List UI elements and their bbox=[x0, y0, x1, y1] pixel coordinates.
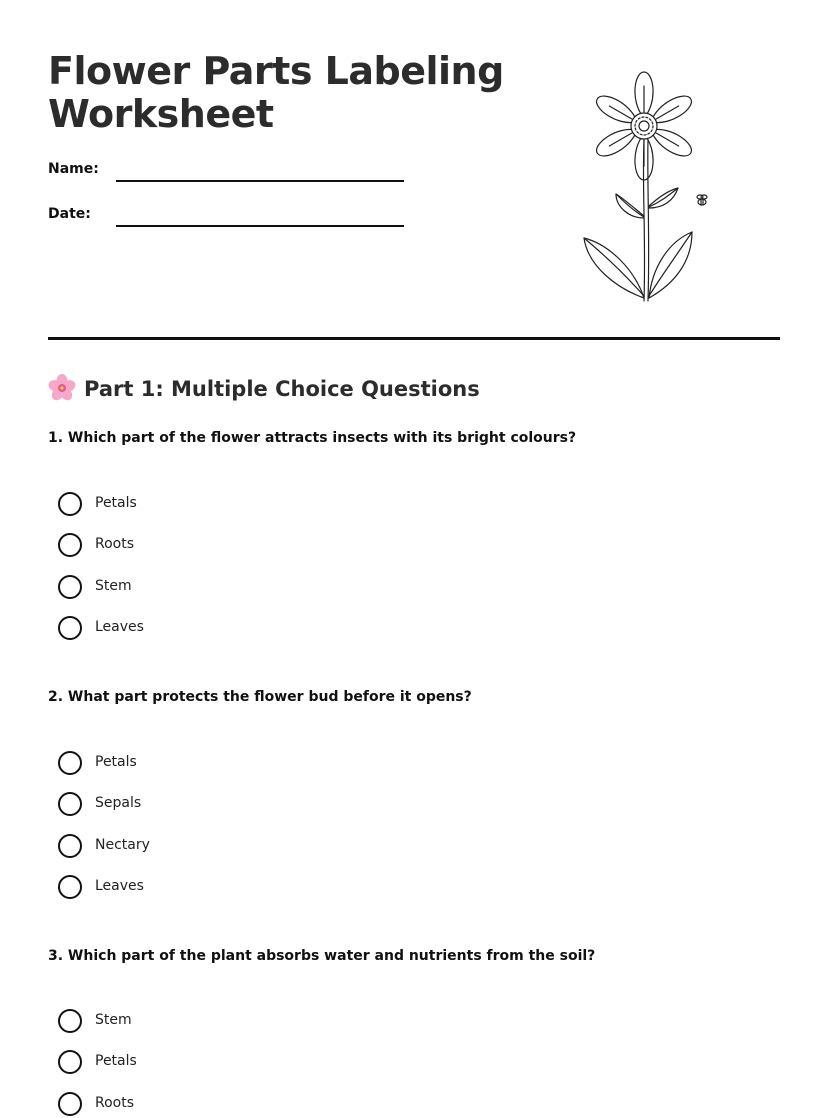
option-label: Leaves bbox=[95, 619, 144, 635]
radio-button[interactable] bbox=[58, 792, 82, 816]
q1-option-2[interactable] bbox=[58, 533, 358, 557]
part-1-heading-text: Part 1: Multiple Choice Questions bbox=[84, 377, 480, 401]
title-line-2: Worksheet bbox=[48, 92, 274, 136]
q1-option-3[interactable] bbox=[58, 575, 358, 599]
radio-button[interactable] bbox=[58, 616, 82, 640]
radio-button[interactable] bbox=[58, 1050, 82, 1074]
option-label: Sepals bbox=[95, 795, 142, 811]
q3-option-1[interactable] bbox=[58, 1009, 358, 1033]
part-1-heading bbox=[48, 374, 480, 404]
title-line-1: Flower Parts Labeling bbox=[48, 49, 504, 93]
option-label: Stem bbox=[95, 1012, 132, 1028]
radio-button[interactable] bbox=[58, 834, 82, 858]
q2-option-2[interactable] bbox=[58, 792, 358, 816]
option-label: Nectary bbox=[95, 837, 150, 853]
date-label: Date: bbox=[48, 206, 91, 222]
flower-drawing-icon bbox=[572, 66, 722, 306]
radio-button[interactable] bbox=[58, 751, 82, 775]
q1-option-1[interactable] bbox=[58, 492, 358, 516]
header-divider bbox=[48, 337, 780, 340]
option-label: Petals bbox=[95, 1053, 137, 1069]
q3-option-2[interactable] bbox=[58, 1050, 358, 1074]
radio-button[interactable] bbox=[58, 1009, 82, 1033]
q3-option-3[interactable] bbox=[58, 1092, 358, 1116]
option-label: Petals bbox=[95, 754, 137, 770]
name-blank-line[interactable] bbox=[116, 180, 404, 182]
option-label: Petals bbox=[95, 495, 137, 511]
question-1: 1. Which part of the flower attracts insects with its bright colours? bbox=[48, 430, 577, 446]
page-title bbox=[48, 50, 508, 136]
radio-button[interactable] bbox=[58, 492, 82, 516]
radio-button[interactable] bbox=[58, 533, 82, 557]
name-field-row bbox=[48, 160, 408, 184]
name-label: Name: bbox=[48, 161, 99, 177]
date-field-row bbox=[48, 205, 408, 229]
option-label: Roots bbox=[95, 536, 135, 552]
q1-option-4[interactable] bbox=[58, 616, 358, 640]
q2-option-4[interactable] bbox=[58, 875, 358, 899]
option-label: Stem bbox=[95, 578, 132, 594]
radio-button[interactable] bbox=[58, 875, 82, 899]
option-label: Roots bbox=[95, 1095, 135, 1111]
q2-option-1[interactable] bbox=[58, 751, 358, 775]
question-2: 2. What part protects the flower bud before it opens? bbox=[48, 689, 472, 705]
question-3: 3. Which part of the plant absorbs water and nutrients from the soil? bbox=[48, 948, 596, 964]
radio-button[interactable] bbox=[58, 575, 82, 599]
cherry-blossom-icon bbox=[48, 374, 76, 402]
q2-option-3[interactable] bbox=[58, 834, 358, 858]
radio-button[interactable] bbox=[58, 1092, 82, 1116]
option-label: Leaves bbox=[95, 878, 144, 894]
date-blank-line[interactable] bbox=[116, 225, 404, 227]
